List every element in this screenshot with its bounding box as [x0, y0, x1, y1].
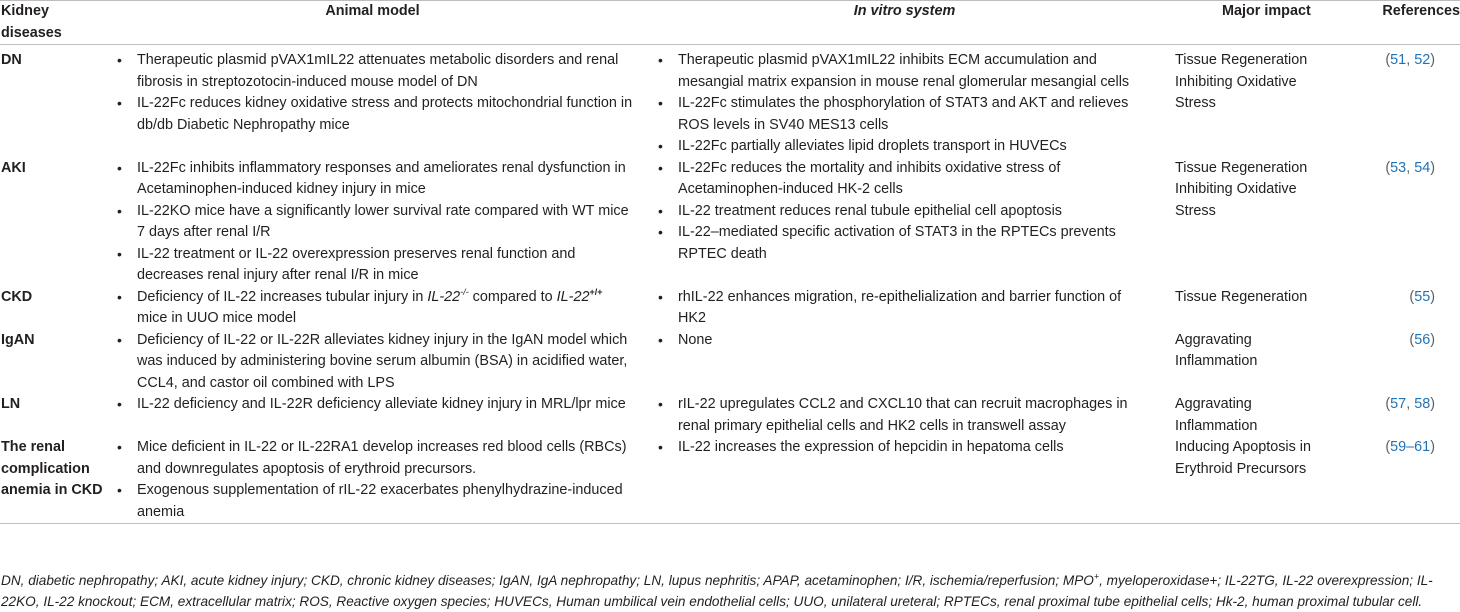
paren-close: ): [1430, 396, 1435, 412]
in-vitro-list: [634, 437, 1175, 459]
animal-model-list: [111, 287, 634, 330]
in-vitro-cell: [634, 287, 1175, 330]
ckd-animal-text-ko: IL-22: [427, 288, 461, 305]
list-item: • IL-22–mediated specific activation of STAT3 in the RPTECs prevents RPTEC death: [652, 222, 1145, 265]
major-impact-text: Inducing Apoptosis in Erythroid Precursors: [1175, 439, 1312, 477]
reference-link[interactable]: 51: [1390, 52, 1407, 68]
in-vitro-cell: [634, 158, 1175, 287]
major-impact-cell: [1175, 45, 1340, 158]
reference-link[interactable]: 55: [1414, 288, 1431, 305]
list-item: • IL-22Fc reduces the mortality and inhibits oxidative stress of Acetaminophen-induced HK-2 cells: [652, 158, 1145, 201]
in-vitro-list: [634, 158, 1175, 266]
animal-model-cell: [111, 330, 634, 395]
in-vitro-list: [634, 50, 1175, 158]
major-impact-text: Aggravating Inflammation: [1175, 396, 1258, 434]
list-item: • IL-22 treatment or IL-22 overexpression preserves renal function and decreases renal injury after renal I/R in mice: [111, 244, 634, 287]
ckd-animal-text-c: mice in UUO mice model: [137, 310, 297, 326]
reference-link[interactable]: 56: [1414, 331, 1431, 348]
footnote-abbreviations-part1: DN, diabetic nephropathy; AKI, acute kidney injury; CKD, chronic kidney diseases; IgAN, IgA nephropathy; LN, lupus nephritis; APAP, acetaminophen; I/R, ischemia/reperfusion; MPO: [1, 573, 1094, 588]
paren-close: ): [1430, 288, 1435, 305]
table-row: [0, 437, 1460, 524]
list-item: • rIL-22 upregulates CCL2 and CXCL10 that can recruit macrophages in renal primary epithelial cells and HK2 cells in transwell assay: [652, 394, 1145, 437]
list-item: • Mice deficient in IL-22 or IL-22RA1 develop increases red blood cells (RBCs) and downregulates apoptosis of erythroid precursors.: [111, 437, 634, 480]
header-animal-model: Animal model: [325, 3, 420, 19]
list-item: • IL-22 increases the expression of hepcidin in hepatoma cells: [652, 437, 1145, 459]
in-vitro-cell: [634, 45, 1175, 158]
paren-open: (: [1385, 52, 1391, 68]
table-body: [0, 45, 1460, 524]
paren-open: (: [1385, 439, 1391, 455]
major-impact-text: Inhibiting Oxidative Stress: [1175, 181, 1297, 219]
animal-model-cell: [111, 437, 634, 524]
animal-model-cell: [111, 158, 634, 287]
list-item: • IL-22 deficiency and IL-22R deficiency alleviate kidney injury in MRL/lpr mice: [111, 394, 634, 416]
major-impact-text: Tissue Regeneration: [1175, 288, 1308, 305]
in-vitro-list: [634, 287, 1175, 330]
ref-separator: ,: [1406, 159, 1415, 176]
list-item: • IL-22Fc partially alleviates lipid droplets transport in HUVECs: [652, 136, 1145, 158]
animal-model-cell: [111, 394, 634, 437]
major-impact-cell: [1175, 330, 1340, 395]
disease-cell: AKI: [1, 159, 26, 176]
in-vitro-cell: [634, 437, 1175, 524]
list-item: • Therapeutic plasmid pVAX1mIL22 attenuates metabolic disorders and renal fibrosis in streptozotocin-induced mouse model of DN: [111, 50, 634, 93]
disease-cell: LN: [1, 396, 21, 412]
animal-model-list: [111, 330, 634, 395]
reference-link[interactable]: 53: [1390, 159, 1407, 176]
animal-model-list: [111, 394, 634, 416]
list-item: [111, 287, 634, 330]
list-item: • Exogenous supplementation of rIL-22 exacerbates phenylhydrazine-induced anemia: [111, 480, 634, 523]
header-in-vitro-system: In vitro system: [853, 3, 956, 19]
animal-model-cell: [111, 287, 634, 330]
reference-link[interactable]: 59–61: [1390, 439, 1431, 455]
reference-link[interactable]: 52: [1414, 52, 1431, 68]
animal-model-cell: [111, 45, 634, 158]
table-row: [0, 330, 1460, 395]
footnote-superscript: +: [1093, 571, 1100, 582]
disease-cell: IgAN: [1, 331, 35, 348]
major-impact-text: Tissue Regeneration: [1175, 52, 1308, 68]
animal-model-list: [111, 50, 634, 136]
list-item: • IL-22Fc inhibits inflammatory responses and ameliorates renal dysfunction in Acetaminophen-induced kidney injury in mice: [111, 158, 634, 201]
table-row: [0, 158, 1460, 287]
in-vitro-cell: [634, 330, 1175, 395]
header-major-impact: Major impact: [1222, 3, 1311, 19]
ckd-animal-text-a: Deficiency of IL-22 increases tubular injury in: [137, 288, 428, 305]
references-cell: [1340, 45, 1460, 158]
paren-open: (: [1385, 396, 1391, 412]
paren-close: ): [1430, 439, 1435, 455]
table-header-row: [0, 1, 1460, 45]
references-cell: [1340, 158, 1460, 287]
major-impact-text: Aggravating Inflammation: [1175, 331, 1258, 369]
table-row: [0, 45, 1460, 158]
references-cell: [1340, 330, 1460, 395]
table-row: [0, 394, 1460, 437]
paren-close: ): [1430, 52, 1435, 68]
reference-link[interactable]: 57: [1390, 396, 1407, 412]
list-item: • rhIL-22 enhances migration, re-epithelialization and barrier function of HK2: [652, 287, 1145, 330]
header-references: References: [1382, 3, 1460, 19]
in-vitro-list: [634, 330, 1175, 352]
ref-separator: ,: [1406, 396, 1415, 412]
paren-open: (: [1409, 331, 1415, 348]
in-vitro-cell: [634, 394, 1175, 437]
animal-model-list: [111, 437, 634, 523]
paren-open: (: [1409, 288, 1415, 305]
animal-model-list: [111, 158, 634, 287]
references-cell: [1340, 394, 1460, 437]
table-footnote: [1, 570, 1459, 612]
reference-link[interactable]: 58: [1414, 396, 1431, 412]
disease-cell: The renal complication anemia in CKD: [1, 439, 103, 498]
list-item: • Deficiency of IL-22 or IL-22R alleviates kidney injury in the IgAN model which was induced by administering bovine serum albumin (BSA) in acidified water, CCL4, and castor oil combined with LPS: [111, 330, 634, 395]
in-vitro-list: [634, 394, 1175, 437]
paren-close: ): [1430, 159, 1435, 176]
major-impact-text: Inhibiting Oxidative Stress: [1175, 73, 1297, 111]
major-impact-cell: [1175, 437, 1340, 524]
ckd-animal-text-b: compared to: [468, 288, 557, 305]
footnote-abbreviations-part2: , myeloperoxidase+; IL-22TG, IL-22 overexpression; IL-22KO, IL-22 knockout; ECM, extracellular matrix; ROS, Reactive oxygen species; HUVECs, Human umbilical vein endothelial cells; UUO, unilateral ureteral; RPTECs, renal proximal tube epithelial cells; Hk-2, human proximal tubular cell.: [1, 573, 1433, 609]
table-row: [0, 287, 1460, 330]
ckd-animal-text-ko-sup: -/-: [460, 286, 469, 297]
ckd-animal-text-wt: IL-22: [556, 288, 590, 305]
major-impact-cell: [1175, 287, 1340, 330]
ckd-animal-text-wt-sup: +/+: [589, 286, 603, 297]
list-item: • Therapeutic plasmid pVAX1mIL22 inhibits ECM accumulation and mesangial matrix expansion in mouse renal glomerular mesangial cells: [652, 50, 1145, 93]
references-cell: [1340, 287, 1460, 330]
list-item: • IL-22Fc reduces kidney oxidative stress and protects mitochondrial function in db/db Diabetic Nephropathy mice: [111, 93, 634, 136]
major-impact-cell: [1175, 158, 1340, 287]
list-item: • IL-22Fc stimulates the phosphorylation of STAT3 and AKT and relieves ROS levels in SV40 MES13 cells: [652, 93, 1145, 136]
list-item: • None: [652, 330, 1145, 352]
paren-open: (: [1385, 159, 1391, 176]
major-impact-text: Tissue Regeneration: [1175, 159, 1308, 176]
list-item: • IL-22KO mice have a significantly lower survival rate compared with WT mice 7 days after renal I/R: [111, 201, 634, 244]
reference-link[interactable]: 54: [1414, 159, 1431, 176]
ref-separator: ,: [1406, 52, 1415, 68]
disease-cell: CKD: [1, 288, 33, 305]
major-impact-cell: [1175, 394, 1340, 437]
list-item: • IL-22 treatment reduces renal tubule epithelial cell apoptosis: [652, 201, 1145, 223]
references-cell: [1340, 437, 1460, 524]
disease-cell: DN: [1, 52, 22, 68]
header-kidney-diseases: Kidney diseases: [1, 3, 62, 41]
paren-close: ): [1430, 331, 1435, 348]
